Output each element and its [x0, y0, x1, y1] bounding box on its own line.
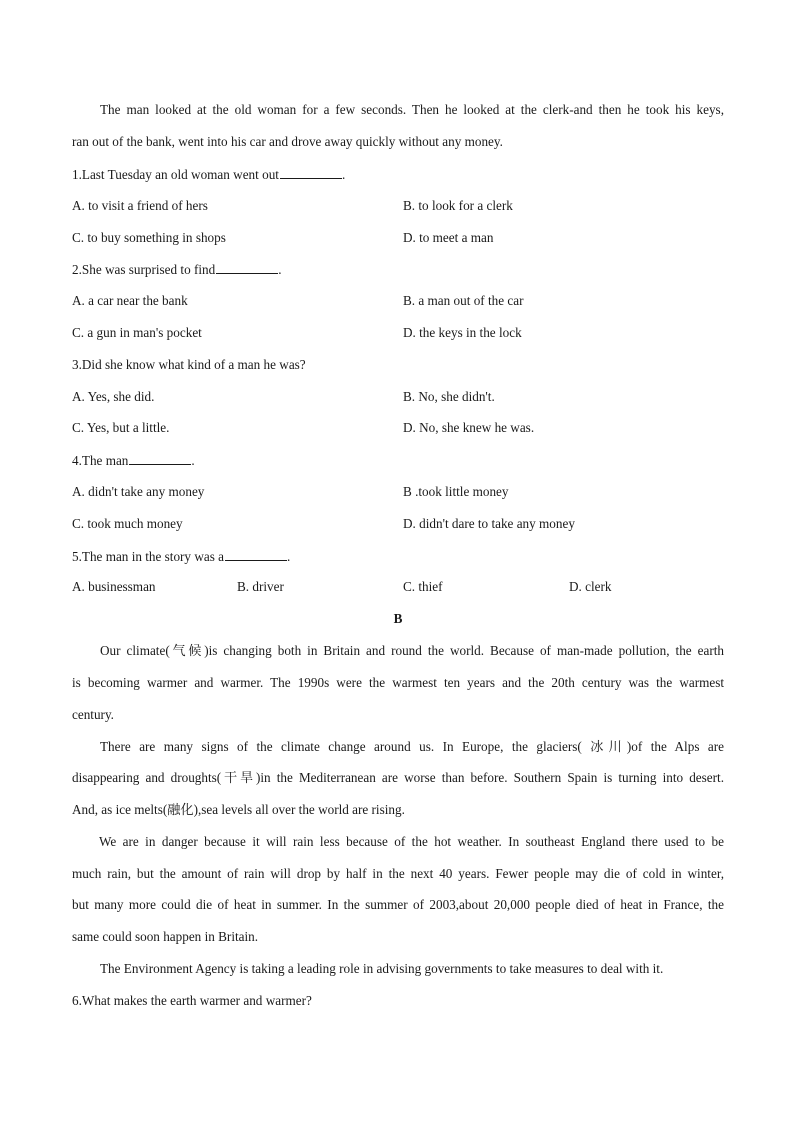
- question-1-option-d: D. to meet a man: [403, 230, 494, 245]
- question-3-option-a: A. Yes, she did.: [72, 389, 155, 404]
- passage-b-line: We are in danger because it will rain less because of the hot weather. In southeast England there used to be: [99, 834, 724, 849]
- question-5-option-a: A. businessman: [72, 579, 156, 594]
- question-1-end: .: [341, 167, 346, 182]
- question-1-stem: 1.Last Tuesday an old woman went out: [72, 167, 279, 182]
- question-6: 6.What makes the earth warmer and warmer?: [72, 993, 312, 1008]
- answer-blank: [216, 260, 278, 274]
- question-4-option-b: B .took little money: [403, 484, 509, 499]
- answer-blank: [129, 451, 191, 465]
- question-4-option-a: A. didn't take any money: [72, 484, 205, 499]
- question-5-end: .: [287, 549, 291, 564]
- question-3: [72, 356, 724, 374]
- question-1-option-b: B. to look for a clerk: [403, 198, 513, 213]
- question-4-end: .: [191, 453, 195, 468]
- passage-b-line: century.: [72, 707, 114, 722]
- passage-b-line: much rain, but the amount of rain will drop by half in the next 40 years. Fewer people may die of cold in winter,: [72, 866, 724, 881]
- question-4-stem: 4.The man: [72, 453, 129, 468]
- passage-a-line-1: The man looked at the old woman for a few seconds. Then he looked at the clerk-and then he took his keys,: [100, 102, 724, 117]
- question-3-stem: 3.Did she know what kind of a man he was?: [72, 357, 306, 372]
- question-4-option-d: D. didn't dare to take any money: [403, 516, 575, 531]
- passage-a-line-2: ran out of the bank, went into his car and drove away quickly without any money.: [72, 134, 503, 149]
- question-5-option-b: B. driver: [237, 579, 284, 594]
- passage-b-line: Our climate(气候)is changing both in Britain and round the world. Because of man-made pollution, the earth: [100, 643, 724, 658]
- question-1: [72, 165, 724, 183]
- passage-b-line: is becoming warmer and warmer. The 1990s were the warmest ten years and the 20th century was the warmest: [72, 675, 724, 690]
- question-2: [72, 260, 724, 278]
- section-heading: B: [393, 611, 403, 626]
- answer-blank: [225, 547, 287, 561]
- answer-blank: [280, 165, 342, 179]
- passage-b-line: same could soon happen in Britain.: [72, 929, 259, 944]
- question-5: [72, 547, 724, 565]
- question-3-option-d: D. No, she knew he was.: [403, 420, 535, 435]
- question-5-option-d: D. clerk: [569, 579, 612, 594]
- question-4: [72, 451, 724, 469]
- passage-b-line: And, as ice melts(融化),sea levels all over the world are rising.: [72, 802, 405, 817]
- question-5-stem: 5.The man in the story was a: [72, 549, 224, 564]
- question-1-option-a: A. to visit a friend of hers: [72, 198, 208, 213]
- passage-b-line: The Environment Agency is taking a leading role in advising governments to take measures to deal with it.: [100, 961, 664, 976]
- question-5-option-c: C. thief: [403, 579, 443, 594]
- passage-b-line: disappearing and droughts(干旱)in the Mediterranean are worse than before. Southern Spain is turning into desert.: [72, 770, 724, 785]
- passage-b-line: There are many signs of the climate change around us. In Europe, the glaciers( 冰川)of the Alps are: [100, 739, 724, 754]
- question-2-option-d: D. the keys in the lock: [403, 325, 522, 340]
- question-4-option-c: C. took much money: [72, 516, 183, 531]
- question-2-option-b: B. a man out of the car: [403, 293, 524, 308]
- question-3-option-c: C. Yes, but a little.: [72, 420, 170, 435]
- question-2-end: .: [278, 262, 282, 277]
- question-3-option-b: B. No, she didn't.: [403, 389, 495, 404]
- passage-b-line: but many more could die of heat in summer. In the summer of 2003,about 20,000 people died of heat in France, the: [72, 897, 724, 912]
- question-2-stem: 2.She was surprised to find: [72, 262, 216, 277]
- question-2-option-c: C. a gun in man's pocket: [72, 325, 202, 340]
- question-1-option-c: C. to buy something in shops: [72, 230, 226, 245]
- question-2-option-a: A. a car near the bank: [72, 293, 188, 308]
